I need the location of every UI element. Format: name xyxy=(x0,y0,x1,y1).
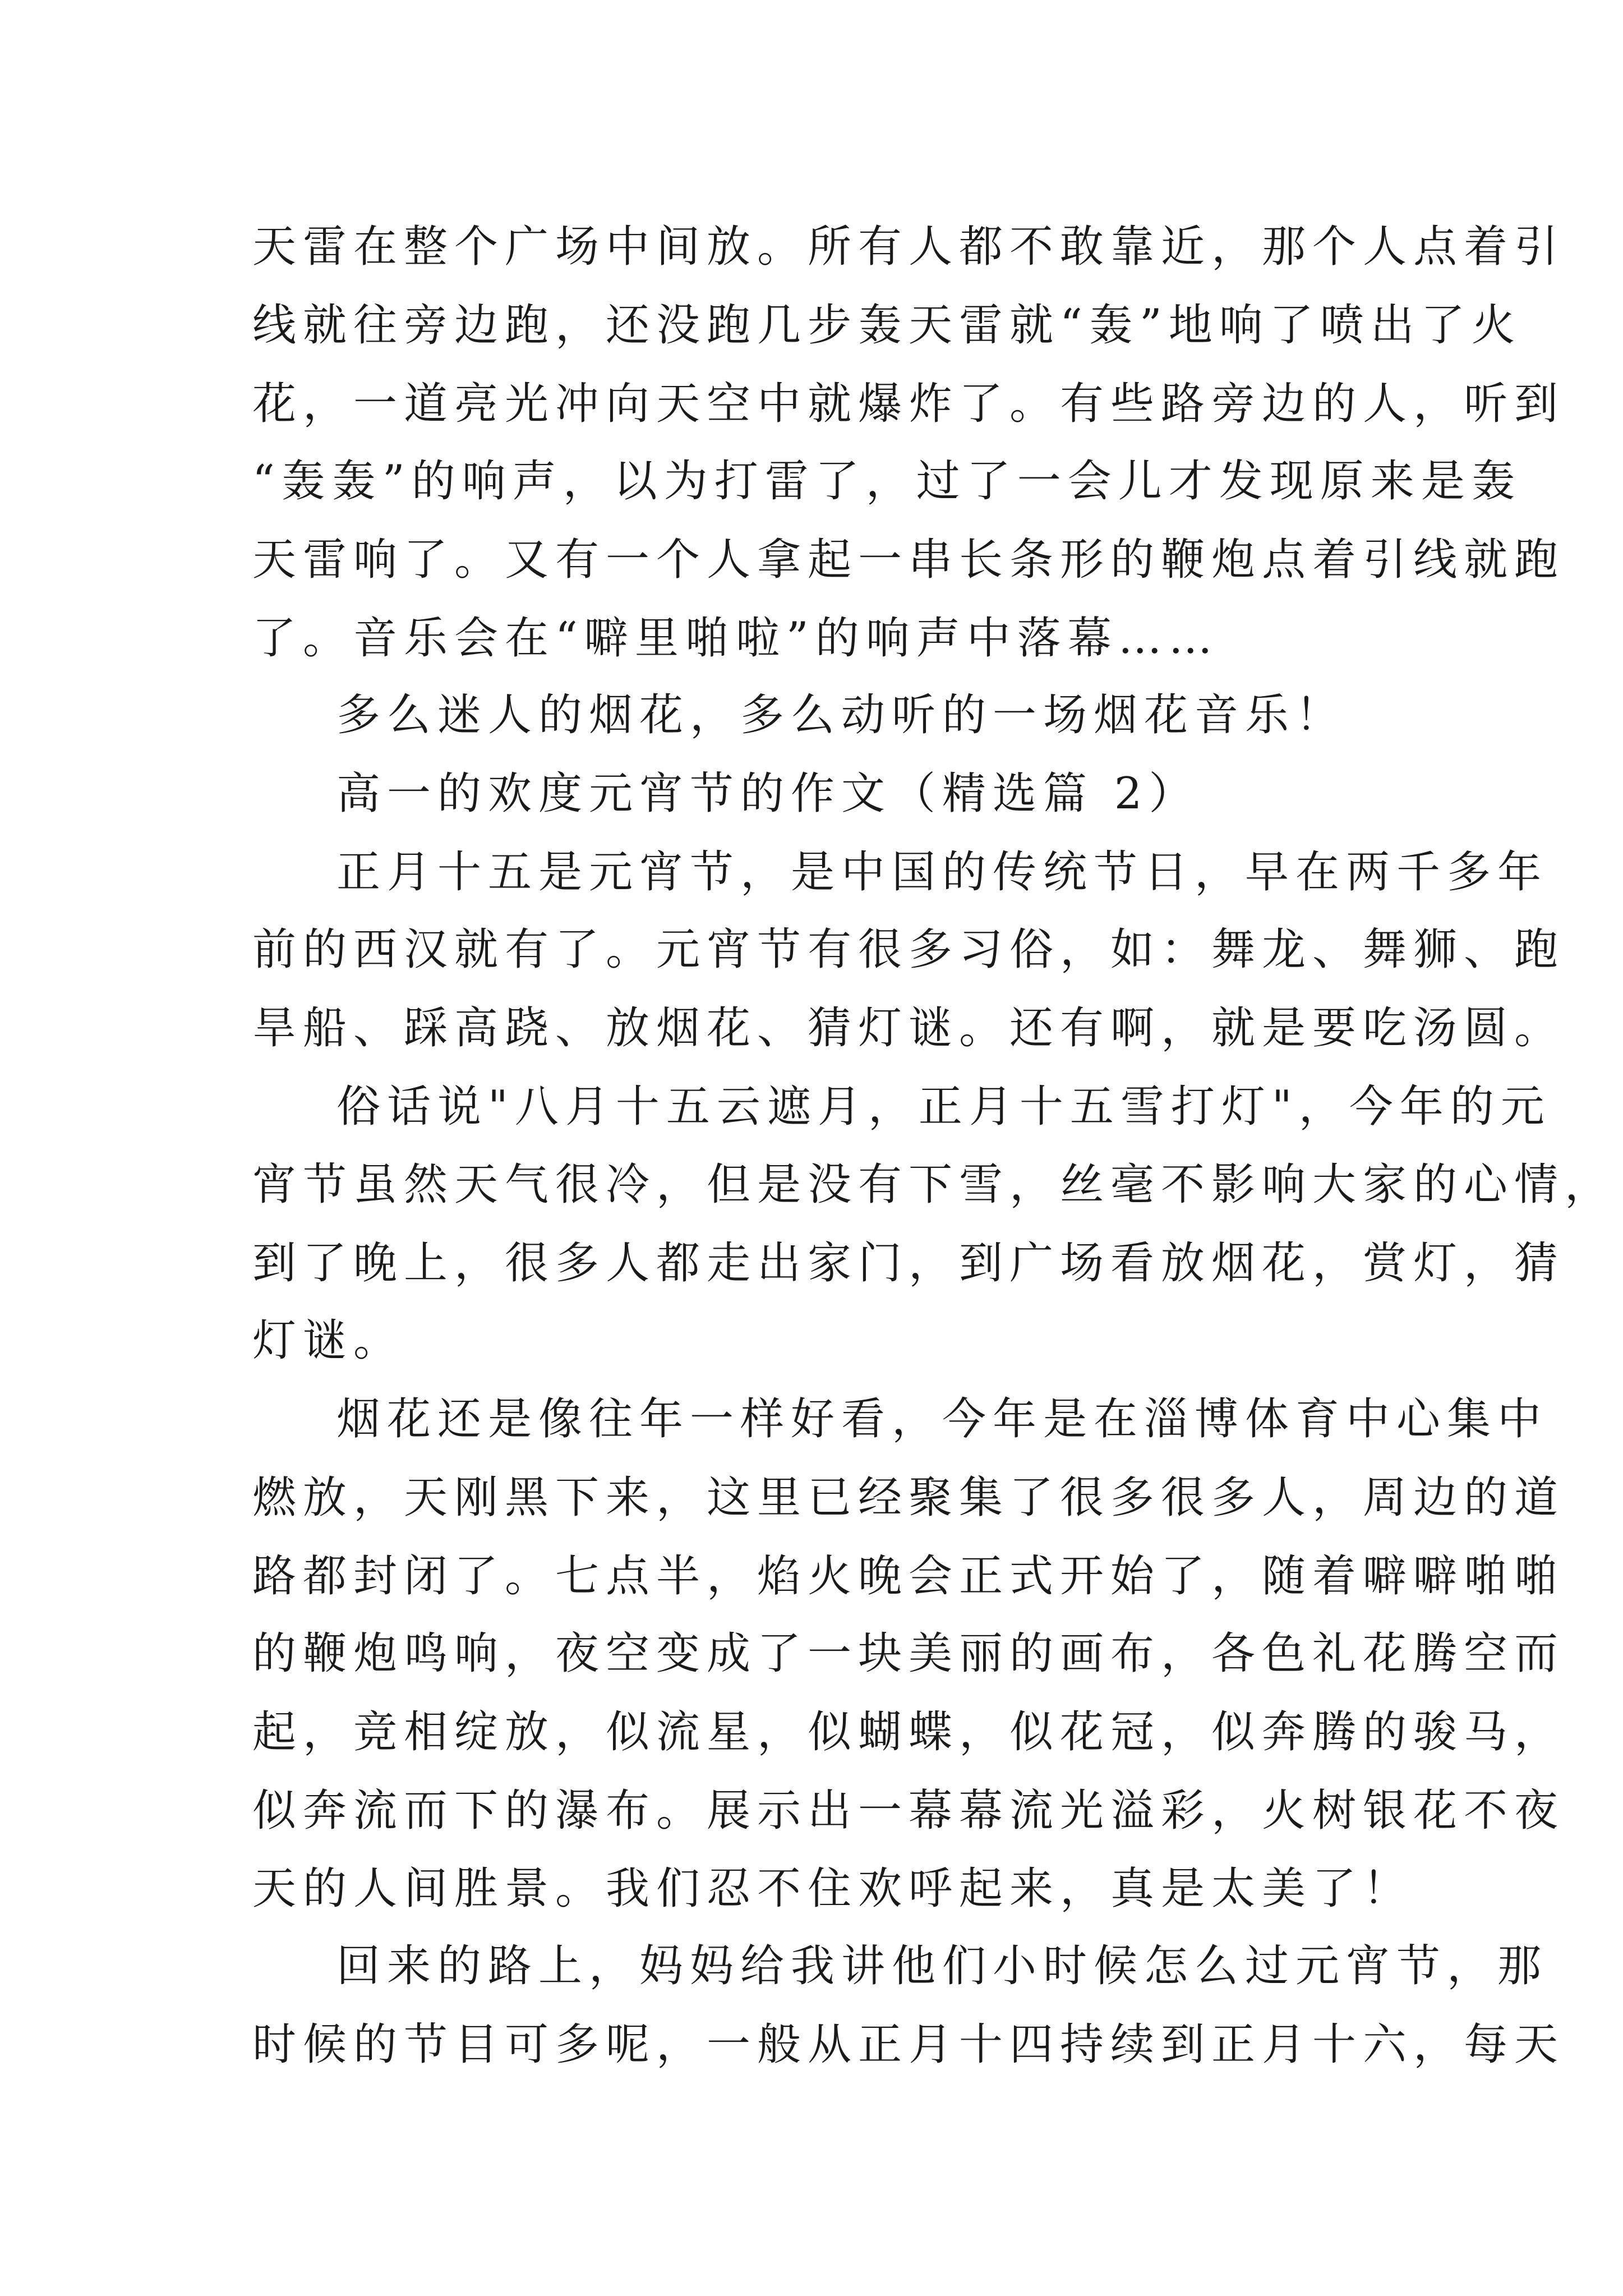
text-line: 天的人间胜景。我们忍不住欢呼起来，真是太美了！ xyxy=(252,1864,1414,1914)
text-line: 旱船、踩高跷、放烟花、猜灯谜。还有啊，就是要吃汤圆。 xyxy=(252,1003,1565,1053)
text-line: 路都封闭了。七点半，焰火晚会正式开始了，随着噼噼啪啪 xyxy=(252,1551,1565,1602)
paragraph-first-line: 俗话说"八月十五云遮月，正月十五雪打灯"，今年的元 xyxy=(336,1082,1551,1132)
text-line: 的鞭炮鸣响，夜空变成了一块美丽的画布，各色礼花腾空而 xyxy=(252,1628,1565,1679)
text-line: 时候的节目可多呢，一般从正月十四持续到正月十六，每天 xyxy=(252,2019,1565,2070)
section-heading: 高一的欢度元宵节的作文（精选篇 2） xyxy=(336,769,1200,819)
text-line: “轰轰”的响声，以为打雷了，过了一会儿才发现原来是轰 xyxy=(252,456,1522,507)
text-line: 了。音乐会在“噼里啪啦”的响声中落幕…… xyxy=(252,613,1219,664)
text-line: 宵节虽然天气很冷，但是没有下雪，丝毫不影响大家的心情， xyxy=(252,1159,1616,1210)
text-line: 到了晚上，很多人都走出家门，到广场看放烟花，赏灯，猜 xyxy=(252,1238,1565,1289)
paragraph-first-line: 烟花还是像往年一样好看，今年是在淄博体育中心集中 xyxy=(336,1394,1548,1444)
text-line: 天雷响了。又有一个人拿起一串长条形的鞭炮点着引线就跑 xyxy=(252,535,1565,585)
text-line: 起，竞相绽放，似流星，似蝴蝶，似花冠，似奔腾的骏马， xyxy=(252,1707,1565,1757)
paragraph-first-line: 正月十五是元宵节，是中国的传统节日，早在两千多年 xyxy=(336,847,1548,898)
text-line: 燃放，天刚黑下来，这里已经聚集了很多很多人，周边的道 xyxy=(252,1473,1565,1523)
text-line: 天雷在整个广场中间放。所有人都不敢靠近，那个人点着引 xyxy=(252,222,1565,272)
text-line: 花，一道亮光冲向天空中就爆炸了。有些路旁边的人，听到 xyxy=(252,379,1565,429)
text-line: 前的西汉就有了。元宵节有很多习俗，如：舞龙、舞狮、跑 xyxy=(252,924,1565,975)
text-line: 似奔流而下的瀑布。展示出一幕幕流光溢彩，火树银花不夜 xyxy=(252,1786,1565,1836)
text-line: 灯谜。 xyxy=(252,1315,404,1366)
text-line: 线就往旁边跑，还没跑几步轰天雷就“轰”地响了喷出了火 xyxy=(252,300,1522,351)
paragraph-first-line: 回来的路上，妈妈给我讲他们小时候怎么过元宵节，那 xyxy=(336,1941,1548,1991)
paragraph-first-line: 多么迷人的烟花，多么动听的一场烟花音乐！ xyxy=(336,690,1347,740)
